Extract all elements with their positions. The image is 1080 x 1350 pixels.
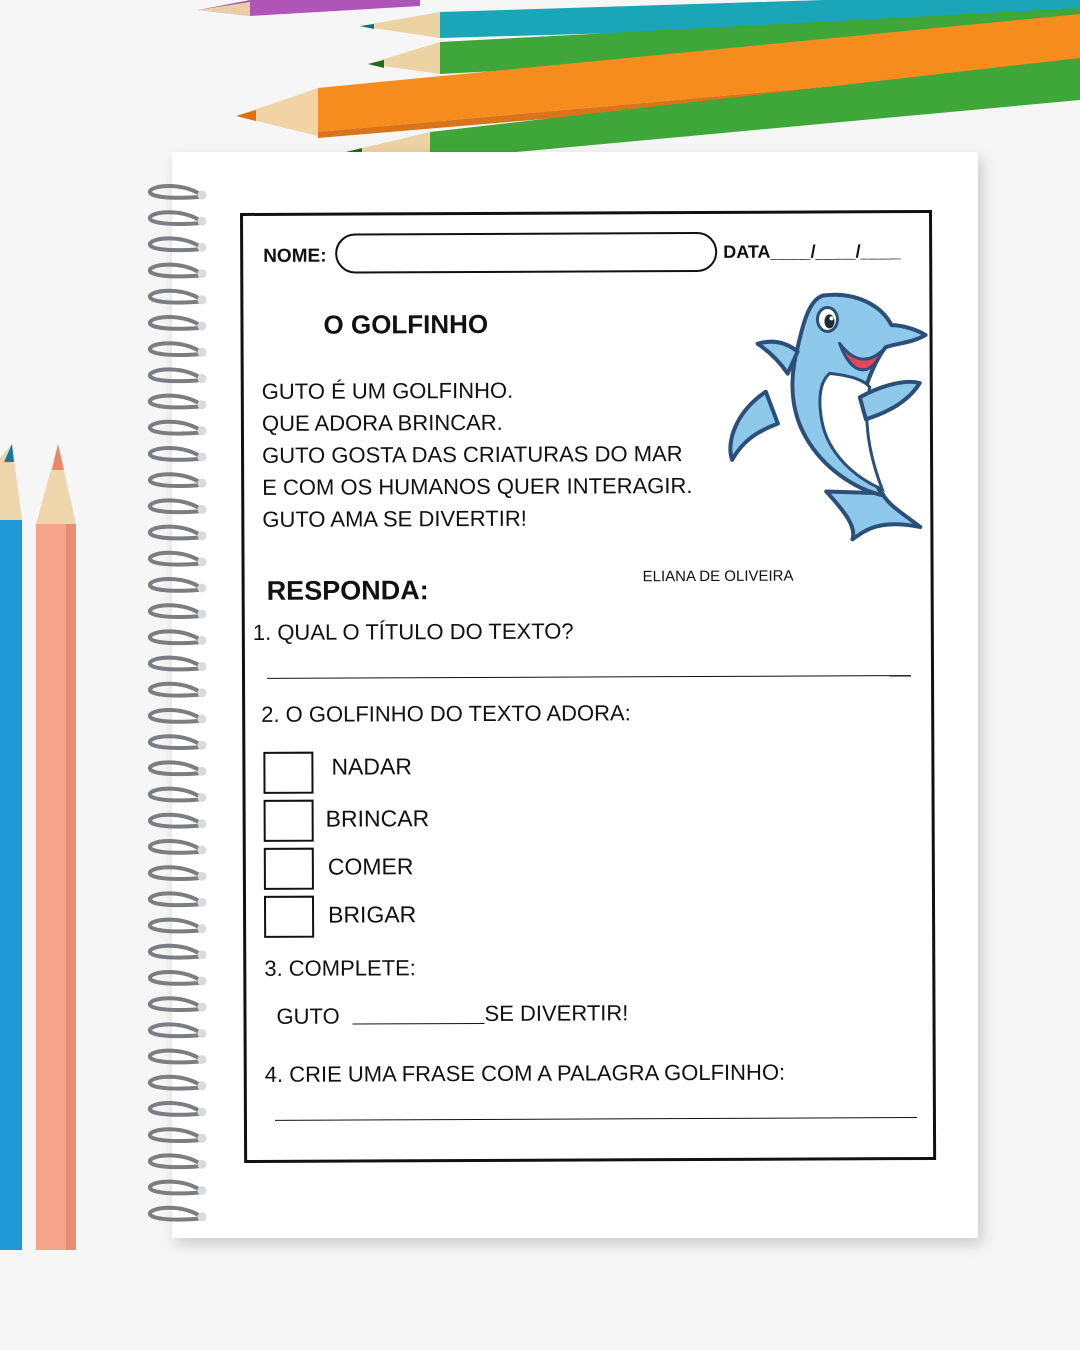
spiral-hole xyxy=(198,1003,207,1012)
spiral-hole xyxy=(198,453,207,462)
spiral-hole xyxy=(198,846,207,855)
spiral-hole xyxy=(198,505,207,514)
checkbox-brincar[interactable] xyxy=(264,800,314,842)
spiral-ring xyxy=(150,474,198,486)
spiral-hole xyxy=(198,217,207,226)
spiral-ring xyxy=(150,238,198,250)
question-3: 3. COMPLETE: xyxy=(264,955,416,981)
spiral-ring xyxy=(150,1051,198,1063)
option-label: BRINCAR xyxy=(325,805,430,832)
question-2: 2. O GOLFINHO DO TEXTO ADORA: xyxy=(261,700,631,727)
dolphin-illustration xyxy=(705,281,936,548)
spiral-hole xyxy=(198,1055,207,1064)
spiral-hole xyxy=(198,295,207,304)
option-label: COMER xyxy=(327,853,414,880)
spiral-ring xyxy=(150,343,198,355)
date-label: DATA____/____/____ xyxy=(723,241,901,262)
spiral-ring xyxy=(150,396,198,408)
peach-pencil xyxy=(36,444,76,1250)
spiral-hole xyxy=(198,1081,207,1090)
story-line: QUE ADORA BRINCAR. xyxy=(261,409,503,436)
spiral-ring xyxy=(150,500,198,512)
spiral-ring xyxy=(150,736,198,748)
orange-pencil xyxy=(236,14,1080,138)
name-field[interactable] xyxy=(335,232,717,274)
spiral-ring xyxy=(150,789,198,801)
spiral-hole xyxy=(198,872,207,881)
green-pencil-top xyxy=(368,8,1080,74)
spiral-ring xyxy=(150,841,198,853)
complete-start: GUTO xyxy=(276,1003,340,1029)
story-line: GUTO É UM GOLFINHO. xyxy=(261,377,514,404)
spiral-hole xyxy=(198,1212,207,1221)
spiral-ring xyxy=(150,1103,198,1115)
checkbox-comer[interactable] xyxy=(264,848,314,890)
question-4: 4. CRIE UMA FRASE COM A PALAGRA GOLFINHO: xyxy=(264,1059,786,1087)
spiral-hole xyxy=(198,688,207,697)
spiral-ring xyxy=(150,579,198,591)
spiral-hole xyxy=(198,741,207,750)
story-line: GUTO GOSTA DAS CRIATURAS DO MAR xyxy=(262,441,683,468)
respond-heading: RESPONDA: xyxy=(266,575,429,606)
spiral-ring xyxy=(150,920,198,932)
story-title: O GOLFINHO xyxy=(323,308,489,340)
spiral-hole xyxy=(198,374,207,383)
spiral-hole xyxy=(198,636,207,645)
spiral-hole xyxy=(198,1186,207,1195)
spiral-ring xyxy=(150,631,198,643)
spiral-ring xyxy=(150,1155,198,1167)
green-pencil-bottom xyxy=(346,58,1080,162)
spiral-hole xyxy=(198,1029,207,1038)
spiral-hole xyxy=(198,531,207,540)
spiral-ring xyxy=(150,1024,198,1036)
blue-pencil xyxy=(0,444,22,1250)
spiral-hole xyxy=(198,191,207,200)
spiral-ring xyxy=(150,815,198,827)
spiral-hole xyxy=(198,898,207,907)
option-label: NADAR xyxy=(331,753,412,780)
spiral-hole xyxy=(198,819,207,828)
spiral-hole xyxy=(198,584,207,593)
teal-pencil xyxy=(360,0,1080,38)
spiral-hole xyxy=(198,557,207,566)
worksheet xyxy=(240,210,936,1163)
story-text xyxy=(262,374,693,536)
spiral-hole xyxy=(198,426,207,435)
spiral-ring xyxy=(150,658,198,670)
spiral-hole xyxy=(198,715,207,724)
spiral-hole xyxy=(198,479,207,488)
spiral-hole xyxy=(198,793,207,802)
spiral-ring xyxy=(150,1182,198,1194)
question-1: 1. QUAL O TÍTULO DO TEXTO? xyxy=(252,618,574,645)
spiral-hole xyxy=(198,767,207,776)
spiral-ring xyxy=(150,893,198,905)
spiral-hole xyxy=(198,322,207,331)
spiral-ring xyxy=(150,448,198,460)
spiral-ring xyxy=(150,867,198,879)
spiral-hole xyxy=(198,610,207,619)
spiral-hole xyxy=(198,950,207,959)
spiral-ring xyxy=(150,317,198,329)
spiral-ring xyxy=(150,527,198,539)
spiral-ring xyxy=(150,1077,198,1089)
spiral-ring xyxy=(150,946,198,958)
spiral-hole xyxy=(198,924,207,933)
spiral-ring xyxy=(150,1129,198,1141)
spiral-ring xyxy=(150,1208,198,1220)
spiral-ring xyxy=(150,998,198,1010)
spiral-ring xyxy=(150,605,198,617)
story-line: GUTO AMA SE DIVERTIR! xyxy=(262,505,527,532)
spiral-ring xyxy=(150,422,198,434)
spiral-binding xyxy=(140,175,220,1225)
spiral-ring xyxy=(150,186,198,198)
author-credit: ELIANA DE OLIVEIRA xyxy=(642,567,794,586)
answer-line-4[interactable] xyxy=(275,1117,917,1121)
spiral-ring xyxy=(150,710,198,722)
spiral-hole xyxy=(198,1108,207,1117)
spiral-hole xyxy=(198,400,207,409)
spiral-ring xyxy=(150,291,198,303)
checkbox-brigar[interactable] xyxy=(264,896,314,938)
spiral-ring xyxy=(150,265,198,277)
spiral-ring xyxy=(150,972,198,984)
fill-blank-line[interactable] xyxy=(353,1023,485,1025)
option-label: BRIGAR xyxy=(328,901,417,928)
spiral-ring xyxy=(150,369,198,381)
spiral-hole xyxy=(198,977,207,986)
answer-line-1[interactable] xyxy=(267,675,911,679)
spiral-ring xyxy=(150,684,198,696)
spiral-hole xyxy=(198,243,207,252)
name-label: NOME: xyxy=(263,245,327,267)
spiral-ring xyxy=(150,762,198,774)
story-line: E COM OS HUMANOS QUER INTERAGIR. xyxy=(262,473,693,500)
spiral-hole xyxy=(198,348,207,357)
spiral-ring xyxy=(150,212,198,224)
spiral-hole xyxy=(198,662,207,671)
purple-pencil xyxy=(198,0,420,16)
spiral-hole xyxy=(198,269,207,278)
spiral-ring xyxy=(150,553,198,565)
checkbox-nadar[interactable] xyxy=(263,752,313,794)
spiral-hole xyxy=(198,1160,207,1169)
spiral-hole xyxy=(198,1134,207,1143)
complete-end: SE DIVERTIR! xyxy=(484,1000,629,1026)
